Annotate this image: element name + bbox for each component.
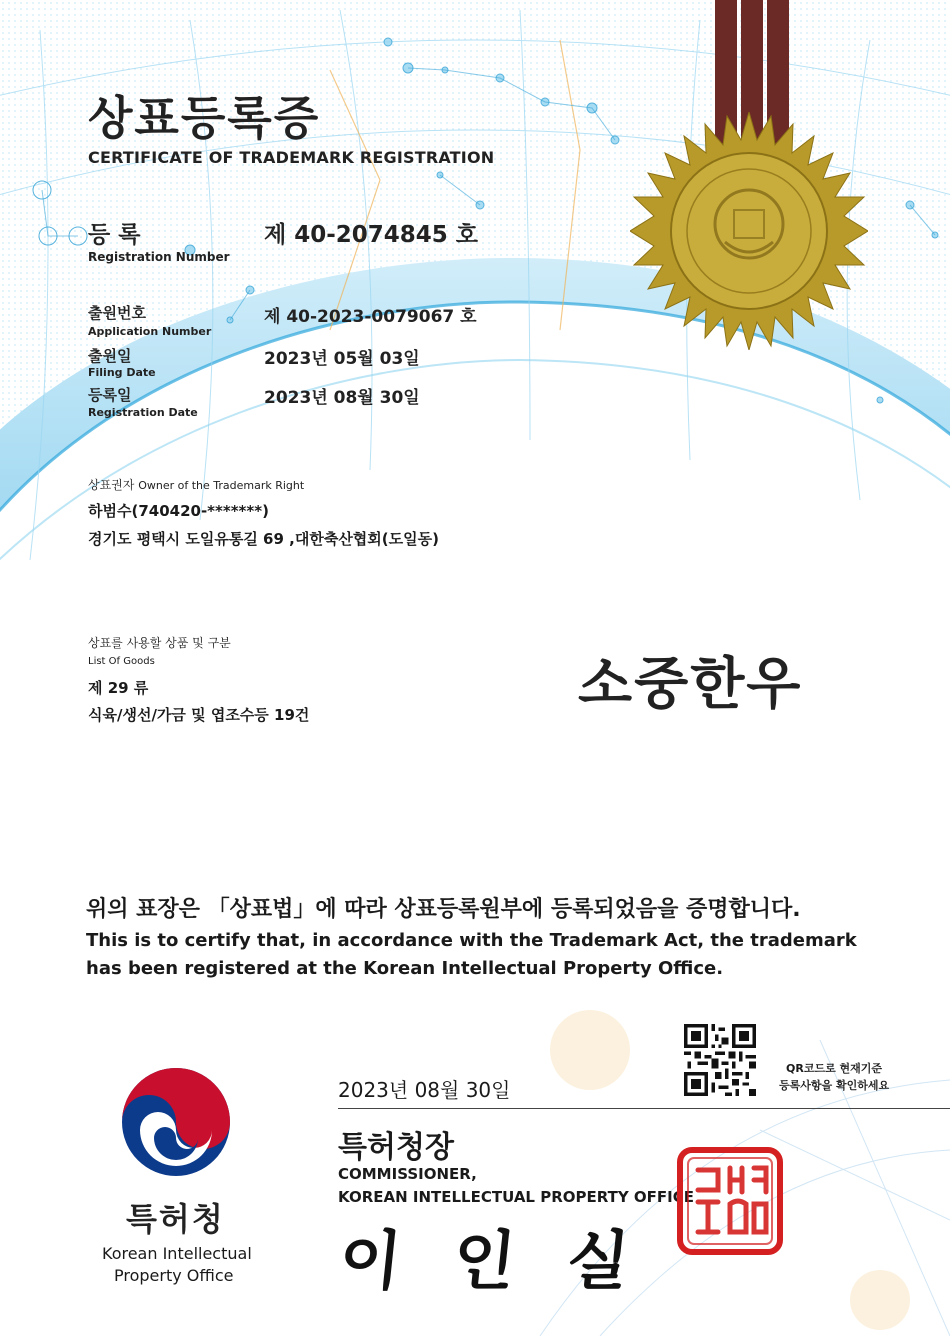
owner-address: 경기도 평택시 도일유통길 69 ,대한축산협회(도일동) [88, 530, 439, 548]
goods-class: 제 29 류 [88, 679, 149, 697]
commissioner-title: 특허청장 [338, 1130, 454, 1165]
qr-note-line2: 등록사항을 확인하세요 [779, 1079, 890, 1092]
registration-number-label: 등 록 [88, 222, 141, 248]
issue-date: 2023년 08월 30일 [338, 1078, 511, 1102]
owner-heading-ko: 상표권자 [88, 478, 135, 492]
filing-date-label-en: Filing Date [88, 366, 156, 379]
divider-line [338, 1108, 950, 1109]
commissioner-signature: 이인실 [335, 1224, 685, 1299]
certification-statement: 위의 표장은 「상표법」에 따라 상표등록원부에 등록되었음을 증명합니다. [86, 897, 801, 922]
goods-heading-en: List Of Goods [88, 656, 155, 667]
qr-code-icon[interactable] [684, 1024, 756, 1096]
registration-number-value: 제 40-2074845 호 [264, 222, 479, 248]
goods-heading: 상표를 사용할 상품 및 구분 [88, 636, 231, 650]
office-name: 특허청 [126, 1200, 225, 1238]
commissioner-title-en-1: COMMISSIONER, [338, 1165, 477, 1183]
certificate-title: 상표등록증 [88, 91, 321, 145]
registration-date-value: 2023년 08월 30일 [264, 388, 420, 408]
commissioner-title-en-2: KOREAN INTELLECTUAL PROPERTY OFFICE [338, 1188, 695, 1206]
certification-statement-en-2: has been registered at the Korean Intellectual Property Office. [86, 958, 724, 979]
goods-list: 식육/생선/가금 및 엽조수등 19건 [88, 706, 310, 724]
application-number-label-en: Application Number [88, 325, 212, 338]
certificate-title-en: CERTIFICATE OF TRADEMARK REGISTRATION [88, 148, 495, 167]
filing-date-value: 2023년 05월 03일 [264, 349, 420, 369]
owner-name: 하범수(740420-*******) [88, 502, 269, 520]
application-number-value: 제 40-2023-0079067 호 [264, 307, 477, 327]
registration-date-label-en: Registration Date [88, 406, 198, 419]
filing-date-label: 출원일 [88, 347, 132, 365]
qr-note-line1: QR코드로 현재기준 [786, 1062, 883, 1075]
registration-number-label-en: Registration Number [88, 250, 230, 264]
kipo-logo-icon [120, 1066, 232, 1178]
owner-heading [88, 476, 304, 493]
owner-heading-en: Owner of the Trademark Right [138, 479, 305, 492]
application-number-label: 출원번호 [88, 304, 146, 322]
official-stamp-icon [676, 1146, 784, 1256]
office-name-en-1: Korean Intellectual [102, 1244, 252, 1263]
certification-statement-en-1: This is to certify that, in accordance with the Trademark Act, the trademark [86, 930, 857, 951]
office-name-en-2: Property Office [114, 1266, 234, 1285]
trademark-mark: 소중한우 [578, 652, 803, 717]
registration-date-label: 등록일 [88, 386, 132, 404]
gold-seal-icon [630, 112, 868, 350]
